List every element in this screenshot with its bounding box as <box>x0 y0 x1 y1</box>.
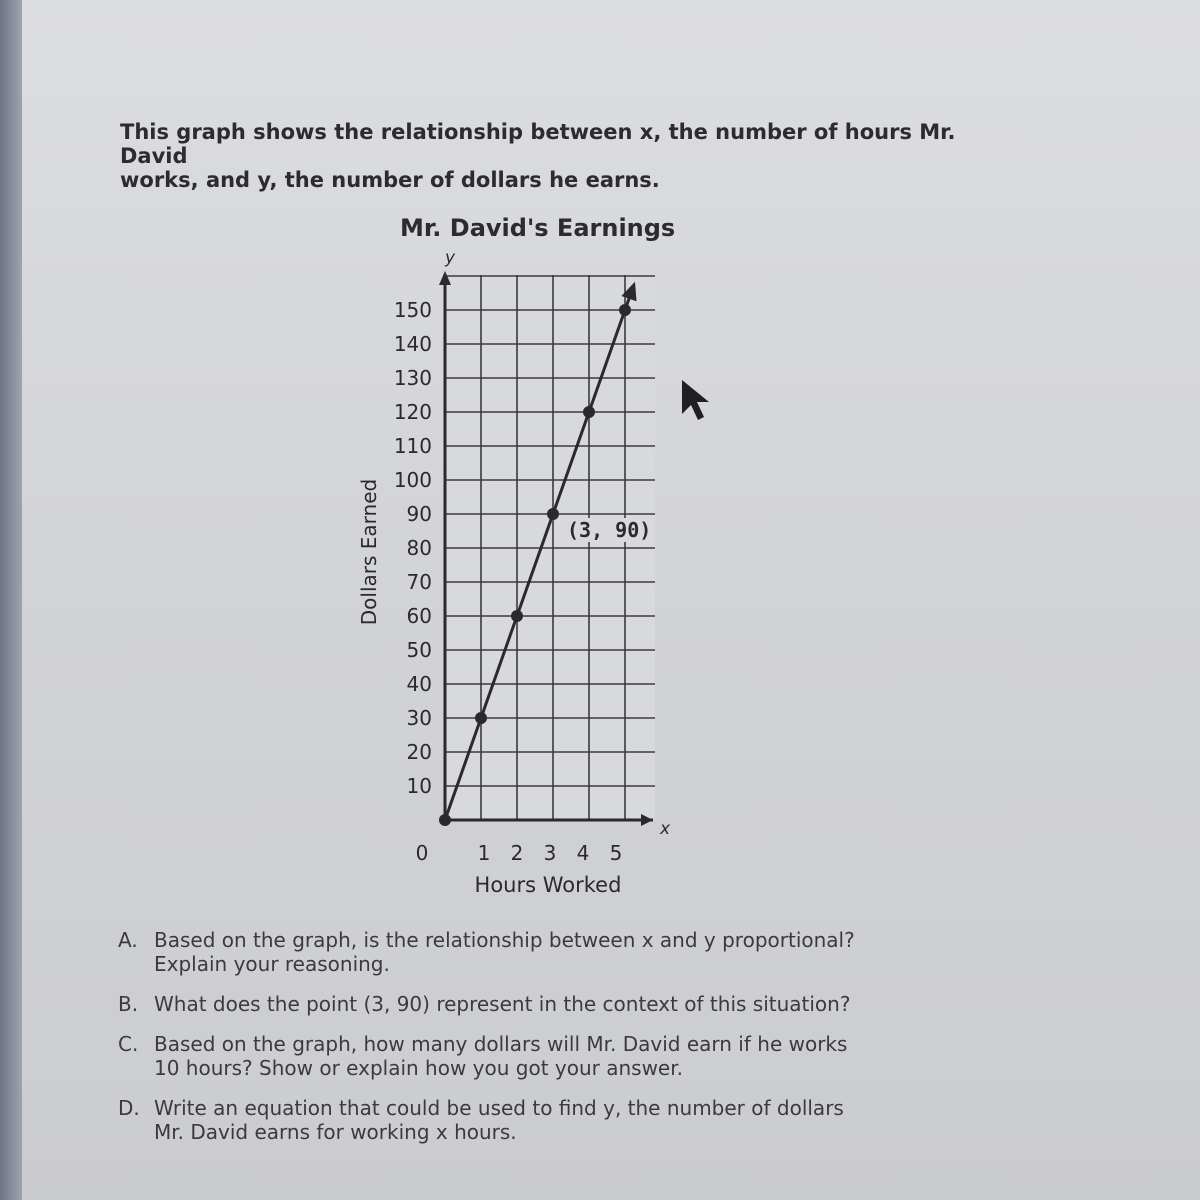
y-tick-label: 40 <box>406 672 432 696</box>
question-a <box>118 928 1018 976</box>
y-tick-label: 30 <box>406 706 432 730</box>
y-tick-label: 10 <box>406 774 432 798</box>
y-tick-label: 50 <box>406 638 432 662</box>
x-axis-letter: x <box>659 819 671 839</box>
y-tick-label: 100 <box>393 468 432 492</box>
question-d-line-1: Write an equation that could be used to find y, the number of dollars <box>154 1096 844 1120</box>
question-list <box>118 928 1018 1144</box>
y-tick-label: 20 <box>406 740 432 764</box>
chart-title: Mr. David's Earnings <box>400 214 676 242</box>
data-point <box>619 304 631 316</box>
y-tick-label: 120 <box>393 400 432 424</box>
problem-statement-line-1: This graph shows the relationship between x, the number of hours Mr. David <box>120 120 956 168</box>
question-b-line-1: What does the point (3, 90) represent in the context of this situation? <box>154 992 851 1016</box>
point-annotation: (3, 90) <box>567 518 652 542</box>
y-tick-label: 70 <box>406 570 432 594</box>
data-point <box>475 712 487 724</box>
question-a-line-2: Explain your reasoning. <box>154 952 390 976</box>
question-c-line-1: Based on the graph, how many dollars will Mr. David earn if he works <box>154 1032 848 1056</box>
x-axis-title: Hours Worked <box>474 873 622 897</box>
question-c-line-2: 10 hours? Show or explain how you got your answer. <box>154 1056 683 1080</box>
question-d-letter: D. <box>118 1096 140 1120</box>
question-d-line-2: Mr. David earns for working x hours. <box>154 1120 517 1144</box>
data-point <box>583 406 595 418</box>
y-tick-label: 130 <box>393 366 432 390</box>
mouse-cursor-icon <box>682 380 709 420</box>
y-axis-letter: y <box>444 248 456 268</box>
origin-label: 0 <box>415 841 429 865</box>
x-tick-label: 5 <box>609 841 623 865</box>
question-b <box>118 992 1018 1016</box>
question-c-letter: C. <box>118 1032 139 1056</box>
question-b-letter: B. <box>118 992 139 1016</box>
data-point <box>439 814 451 826</box>
data-point <box>547 508 559 520</box>
question-a-letter: A. <box>118 928 138 952</box>
data-point <box>511 610 523 622</box>
x-tick-label: 1 <box>477 841 491 865</box>
x-tick-label: 3 <box>543 841 557 865</box>
question-c <box>118 1032 1018 1080</box>
y-tick-label: 140 <box>393 332 432 356</box>
x-tick-label: 2 <box>510 841 524 865</box>
x-tick-label: 4 <box>576 841 590 865</box>
y-axis-title: Dollars Earned <box>357 478 381 626</box>
y-tick-label: 150 <box>393 298 432 322</box>
y-tick-label: 60 <box>406 604 432 628</box>
problem-statement-line-2: works, and y, the number of dollars he earns. <box>120 168 660 192</box>
y-tick-label: 90 <box>406 502 432 526</box>
y-tick-label: 80 <box>406 536 432 560</box>
question-d <box>118 1096 1018 1144</box>
question-a-line-1: Based on the graph, is the relationship between x and y proportional? <box>154 928 855 952</box>
y-tick-label: 110 <box>393 434 432 458</box>
